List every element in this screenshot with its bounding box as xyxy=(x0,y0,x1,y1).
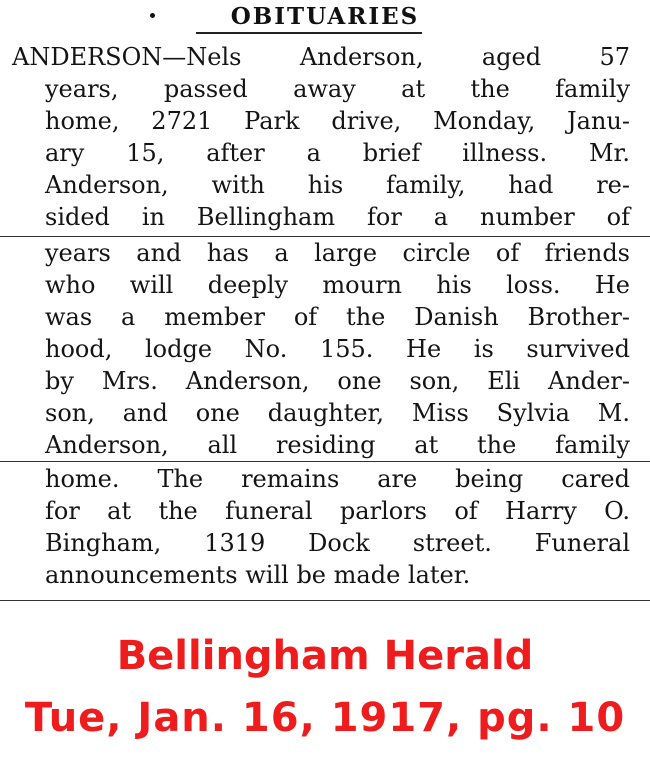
publication-caption: Bellingham Herald xyxy=(116,633,534,679)
obituary-line: home, 2721 Park drive, Monday, Janu- xyxy=(45,107,630,135)
obituary-line: ary 15, after a brief illness. Mr. xyxy=(45,139,630,167)
obituary-line: announcements will be made later. xyxy=(45,561,471,589)
date-caption: Tue, Jan. 16, 1917, pg. 10 xyxy=(24,695,626,741)
obituary-line: by Mrs. Anderson, one son, Eli Ander- xyxy=(45,367,630,395)
obituary-line: Anderson, all residing at the family xyxy=(45,431,630,459)
obituary-line: years, passed away at the family xyxy=(45,75,630,103)
obituary-line: hood, lodge No. 155. He is survived xyxy=(45,335,630,363)
obituary-line: home. The remains are being cared xyxy=(45,465,630,493)
obituary-line: sided in Bellingham for a number of xyxy=(45,203,630,231)
obituaries-heading: OBITUARIES xyxy=(230,3,420,30)
column-rule xyxy=(0,461,650,462)
obituary-line: was a member of the Danish Brother- xyxy=(45,303,630,331)
obituary-line: Anderson, with his family, had re- xyxy=(45,171,630,199)
bottom-rule xyxy=(0,600,650,601)
obituary-line: Bingham, 1319 Dock street. Funeral xyxy=(45,529,630,557)
obituary-line: for at the funeral parlors of Harry O. xyxy=(45,497,630,525)
heading-underline xyxy=(196,32,422,34)
obituary-line: son, and one daughter, Miss Sylvia M. xyxy=(45,399,630,427)
obituary-line: ANDERSON—Nels Anderson, aged 57 xyxy=(12,43,630,71)
obituary-line: who will deeply mourn his loss. He xyxy=(45,271,630,299)
obituary-line: years and has a large circle of friends xyxy=(45,239,630,267)
